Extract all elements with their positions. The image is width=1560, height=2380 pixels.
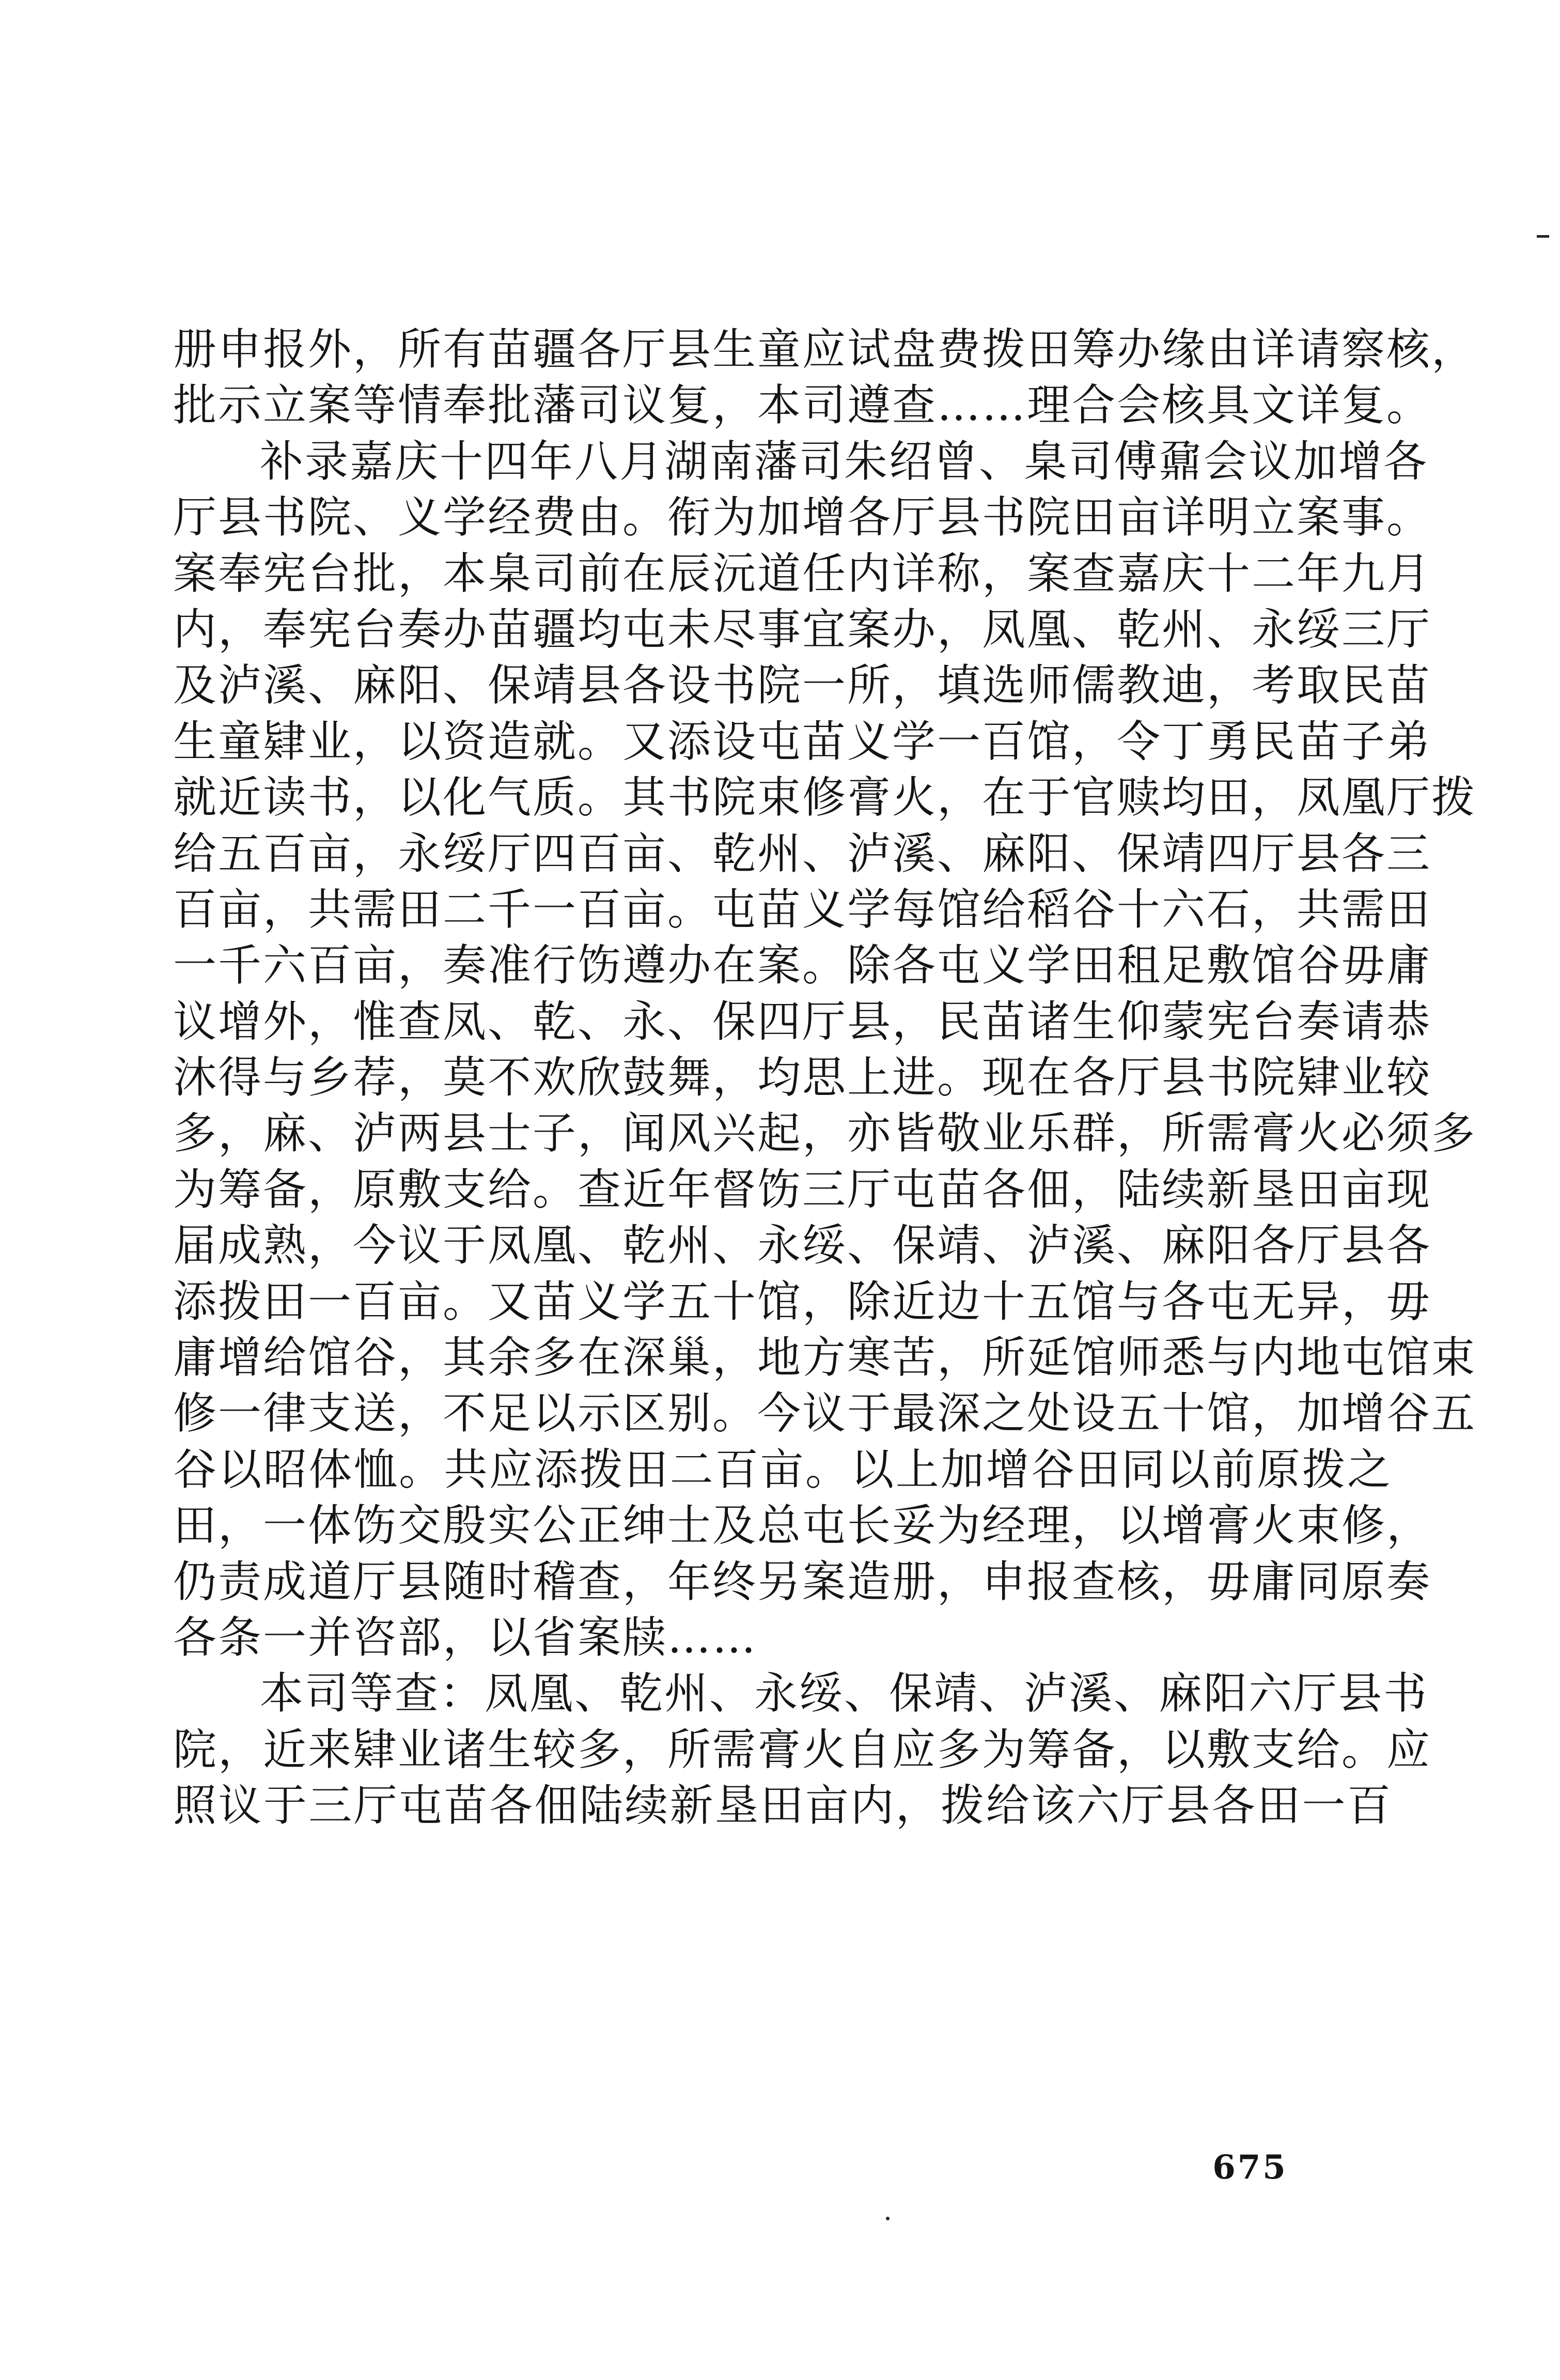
paragraph-end-line: 各条一并咨部，以省案牍…… xyxy=(173,1612,758,1663)
text-line: 多，麻、泸两县士子，闻风兴起，亦皆敬业乐群，所需膏火必须多 xyxy=(173,1108,1477,1159)
text-line: 沐得与乡荐，莫不欢欣鼓舞，均思上进。现在各厅县书院肄业较 xyxy=(173,1052,1432,1103)
text-line: 照议于三厅屯苗各佃陆续新垦田亩内，拨给该六厅县各田一百 xyxy=(173,1780,1392,1831)
text-line: 批示立案等情奉批藩司议复，本司遵查……理合会核具文详复。 xyxy=(173,380,1432,431)
text-line: 及泸溪、麻阳、保靖县各设书院一所，填选师儒教迪，考取民苗 xyxy=(173,660,1432,711)
text-line: 添拨田一百亩。又苗义学五十馆，除近边十五馆与各屯无异，毋 xyxy=(173,1276,1432,1327)
text-line: 册申报外，所有苗疆各厅县生童应试盘费拨田筹办缘由详请察核， xyxy=(173,324,1477,375)
text-line: 一千六百亩，奏准行饬遵办在案。除各屯义学田租足敷馆谷毋庸 xyxy=(173,940,1432,991)
body-text xyxy=(173,321,1477,1834)
text-line: 生童肄业，以资造就。又添设屯苗义学一百馆，令丁勇民苗子弟 xyxy=(173,716,1432,767)
text-line: 谷以昭体恤。共应添拨田二百亩。以上加增谷田同以前原拨之 xyxy=(173,1444,1392,1495)
text-line: 厅县书院、义学经费由。衔为加增各厅县书院田亩详明立案事。 xyxy=(173,492,1432,543)
text-line: 届成熟，今议于凤凰、乾州、永绥、保靖、泸溪、麻阳各厅县各 xyxy=(173,1220,1432,1271)
page-number: 675 xyxy=(1212,2148,1288,2187)
text-line: 仍责成道厅县随时稽查，年终另案造册，申报查核，毋庸同原奏 xyxy=(173,1556,1432,1607)
text-line: 给五百亩，永绥厅四百亩、乾州、泸溪、麻阳、保靖四厅县各三 xyxy=(173,828,1432,879)
paragraph-start-line: 本司等查：凤凰、乾州、永绥、保靖、泸溪、麻阳六厅县书 xyxy=(260,1668,1429,1719)
paragraph-start-line: 补录嘉庆十四年八月湖南藩司朱绍曾、臬司傅鼐会议加增各 xyxy=(260,436,1429,487)
text-line: 为筹备，原敷支给。查近年督饬三厅屯苗各佃，陆续新垦田亩现 xyxy=(173,1164,1432,1215)
text-line: 案奉宪台批，本臬司前在辰沅道任内详称，案查嘉庆十二年九月 xyxy=(173,548,1432,599)
scan-mark xyxy=(1537,235,1549,238)
text-line: 就近读书，以化气质。其书院束修膏火，在于官赎均田，凤凰厅拨 xyxy=(173,772,1477,823)
text-line: 田，一体饬交殷实公正绅士及总屯长妥为经理，以增膏火束修， xyxy=(173,1500,1432,1551)
scan-mark xyxy=(886,2217,890,2220)
text-line: 内，奉宪台奏办苗疆均屯未尽事宜案办，凤凰、乾州、永绥三厅 xyxy=(173,604,1432,655)
text-line: 议增外，惟查凤、乾、永、保四厅县，民苗诸生仰蒙宪台奏请恭 xyxy=(173,996,1432,1047)
text-line: 院，近来肄业诸生较多，所需膏火自应多为筹备，以敷支给。应 xyxy=(173,1724,1432,1775)
text-line: 庸增给馆谷，其余多在深巢，地方寒苦，所延馆师悉与内地屯馆束 xyxy=(173,1332,1477,1383)
text-line: 百亩，共需田二千一百亩。屯苗义学每馆给稻谷十六石，共需田 xyxy=(173,884,1432,935)
text-line: 修一律支送，不足以示区别。今议于最深之处设五十馆，加增谷五 xyxy=(173,1388,1477,1439)
